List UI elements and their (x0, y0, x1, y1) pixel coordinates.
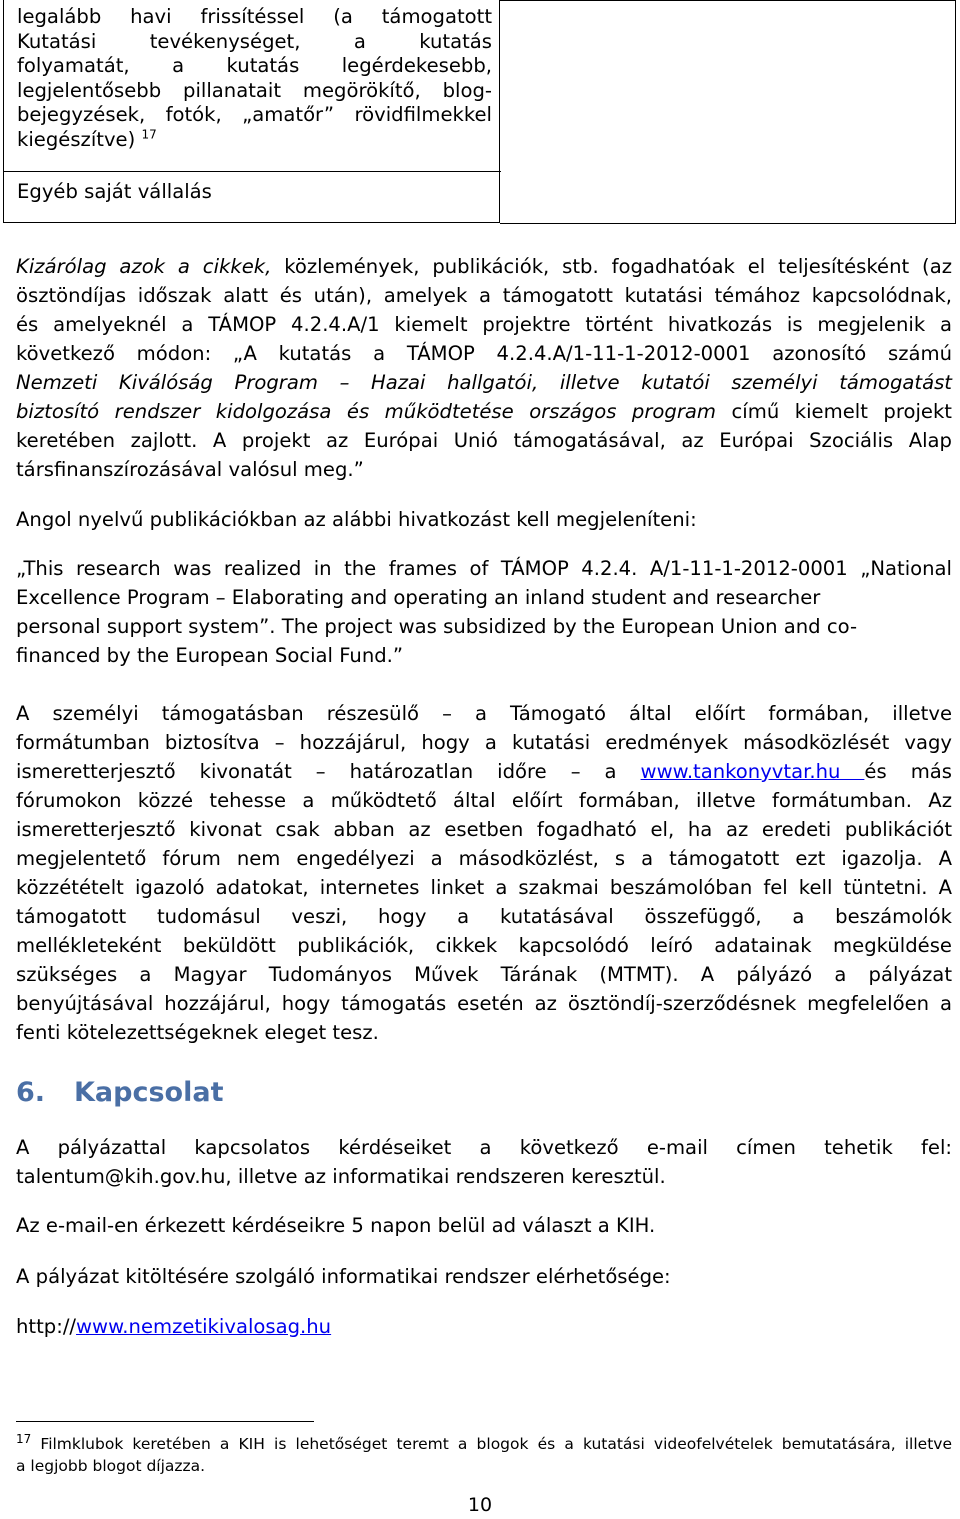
paragraph-line (16, 368, 952, 397)
paragraph-line: talentum@kih.gov.hu, illetve az informatikai rendszeren keresztül. (16, 1165, 666, 1188)
footnote-line (16, 1433, 952, 1455)
paragraph-line: Angol nyelvű publikációkban az alábbi hivatkozást kell megjeleníteni: (16, 508, 697, 531)
commitment-table (3, 0, 956, 224)
italic-text: biztosító rendszer kidolgozása és működtetése országos program (16, 400, 716, 423)
table-line: folyamatát, a kutatás legérdekesebb, (17, 54, 492, 78)
table-line: Kutatási tevékenységet, a kutatás (17, 29, 492, 53)
footnote-text: Filmklubok keretében a KIH is lehetőséget teremt a blogok és a kutatási videofelvételek bemutatására, illetve (31, 1435, 952, 1453)
italic-text: Kizárólag azok a cikkek, (16, 255, 272, 278)
paragraph-english-intro (16, 505, 952, 534)
paragraph-line: financed by the European Social Fund.” (16, 644, 404, 667)
paragraph-line: szükséges a Magyar Tudományos Művek Tárának (MTMT). A pályázó a pályázat (16, 963, 952, 986)
table-line-text: kiegészítve) (17, 127, 136, 151)
paragraph-line: megjelentető fórum nem engedélyezi a másodközlést, s a támogatott ezt igazolja. A (16, 847, 952, 870)
table-line: bejegyzések, fotók, „amatőr” rövidfilmekkel (17, 103, 492, 127)
paragraph-reply-time (16, 1211, 952, 1240)
section-number: 6. (16, 1077, 46, 1108)
paragraph-english-citation (16, 554, 952, 670)
paragraph-line: következő módon: „A kutatás a TÁMOP 4.2.4.A/1-11-1-2012-0001 azonosító számú (16, 342, 952, 365)
text: című kiemelt projekt (716, 400, 952, 423)
nemzetikivalosag-link[interactable]: www.nemzetikivalosag.hu (76, 1315, 332, 1338)
url-prefix: http:// (16, 1315, 77, 1338)
table-line: legjelentősebb pillanatait megörökítő, blog- (17, 78, 492, 102)
paragraph-line: és amelyeknél a TÁMOP 4.2.4.A/1 kiemelt projektre történt hivatkozás is megjelenik a (16, 313, 952, 336)
text: és más (864, 760, 952, 783)
table-other-label: Egyéb saját vállalás (17, 180, 212, 203)
paragraph-contact (16, 1133, 952, 1191)
tankonyvtar-link[interactable]: www.tankonyvtar.hu (640, 760, 865, 783)
text: ismeretterjesztő kivonatát – határozatlan időre – a (16, 760, 617, 783)
paragraph-line: mellékleteként beküldött publikációk, cikkek kapcsolódó leíró adatainak megküldése (16, 934, 952, 957)
paragraph-line (16, 757, 952, 786)
paragraph-line (16, 252, 952, 281)
paragraph-system-access (16, 1262, 952, 1291)
table-cell-right (500, 0, 956, 224)
paragraph-line: fenti kötelezettségeknek eleget tesz. (16, 1021, 379, 1044)
paragraph-secondary-publication (16, 699, 952, 1047)
text: közlemények, publikációk, stb. fogadhatóak el teljesítésként (az (271, 255, 952, 278)
section-heading (16, 1077, 223, 1108)
paragraph-line: A személyi támogatásban részesülő – a Támogató által előírt formában, illetve (16, 702, 952, 725)
footnote-ref[interactable]: 17 (141, 127, 157, 142)
section-title: Kapcsolat (74, 1077, 224, 1108)
paragraph-line: A pályázattal kapcsolatos kérdéseiket a következő e-mail címen tehetik fel: (16, 1136, 952, 1159)
table-line (17, 128, 492, 153)
paragraph-line: Az e-mail-en érkezett kérdéseikre 5 napon belül ad választ a KIH. (16, 1214, 656, 1237)
paragraph-line: ösztöndíjas időszak alatt és után), amelyek a támogatott kutatási témához kapcsolódnak, (16, 284, 952, 307)
page-number: 10 (467, 1494, 493, 1516)
paragraph-line: ismeretterjesztő kivonat csak abban az esetben fogadható el, ha az eredeti publikációt (16, 818, 952, 841)
paragraph-line: keretében zajlott. A projekt az Európai Unió támogatásával, az Európai Szociális Alap (16, 429, 952, 452)
paragraph-line: társfinanszírozásával valósul meg.” (16, 458, 364, 481)
paragraph-line: fórumokon közzé tehesse a működtető által előírt formában, illetve formátumban. Az (16, 789, 952, 812)
table-line: legalább havi frissítéssel (a támogatott (17, 5, 492, 28)
paragraph-line (16, 1312, 952, 1341)
italic-text: Nemzeti Kiválóság Program – Hazai hallgatói, illetve kutatói személyi támogatást (16, 371, 952, 394)
paragraph-line: közzétételt igazoló adatokat, internetes linket a szakmai beszámolóban fel kell tüntetni. A (16, 876, 952, 899)
paragraph-line: benyújtásával hozzájárul, hogy támogatás esetén az ösztöndíj-szerződésnek megfelelően a (16, 992, 952, 1015)
footnote (16, 1433, 952, 1477)
table-row-divider (4, 171, 501, 172)
paragraph-citation-rules (16, 252, 952, 484)
paragraph-line: Excellence Program – Elaborating and operating an inland student and researcher (16, 586, 821, 609)
paragraph-system-url (16, 1312, 952, 1341)
paragraph-line: „This research was realized in the frames of TÁMOP 4.2.4. A/1-11-1-2012-0001 „National (16, 557, 952, 580)
footnote-separator (16, 1421, 314, 1422)
paragraph-line: támogatott tudomásul veszi, hogy a kutatásával összefüggő, a beszámolók (16, 905, 952, 928)
paragraph-line (16, 397, 952, 426)
table-cell-text (17, 5, 492, 153)
table-cell-left (3, 0, 500, 223)
footnote-number: 17 (16, 1431, 32, 1446)
paragraph-line: personal support system”. The project was subsidized by the European Union and co- (16, 615, 858, 638)
paragraph-line: A pályázat kitöltésére szolgáló informatikai rendszer elérhetősége: (16, 1265, 671, 1288)
paragraph-line: formátumban biztosítva – hozzájárul, hogy a kutatási eredmények másodközlését vagy (16, 731, 952, 754)
footnote-line: a legjobb blogot díjazza. (16, 1457, 206, 1475)
